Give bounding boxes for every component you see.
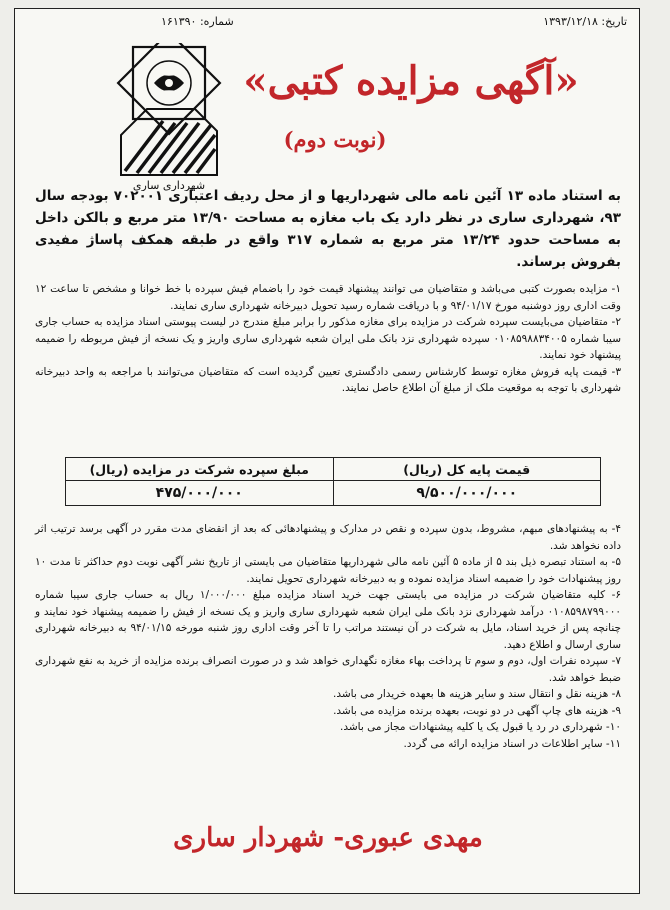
deposit-header: مبلغ سپرده شرکت در مزایده (ریال) bbox=[66, 458, 334, 481]
condition-item: ۸- هزینه نقل و انتقال سند و سایر هزینه ها بعهده خریدار می باشد. bbox=[332, 688, 621, 700]
condition-item: ۴- به پیشنهادهای مبهم، مشروط، بدون سپرده و نقص در مدارک و پیشنهادهائی که بعد از انقضای مدت مقرر در آگهی برسد ترتیب اثر داده نخواهد شد. bbox=[35, 523, 621, 552]
notice-intro: به استناد ماده ۱۳ آئین نامه مالی شهرداریها و از محل ردیف اعتباری ۷۰۲۰۰۱ بودجه سال ۹۳، شهرداری ساری در نظر دارد یک باب مغازه به مساحت ۱۳/۹۰ متر مربع و بالکن داخل به مساحت حدود ۱۳/۲۴ متر مربع به شماره ۳۱۷ واقع در طبقه همکف پاساژ مفیدی بفروش برساند. bbox=[35, 188, 621, 270]
condition-item: ۱۰- شهرداری در رد یا قبول یک یا کلیه پیشنهادات مجاز می باشد. bbox=[340, 721, 621, 733]
conditions-list-part-2 bbox=[35, 521, 621, 752]
condition-item: ۹- هزینه های چاپ آگهی در دو نوبت، بعهده برنده مزایده می باشد. bbox=[333, 704, 621, 717]
condition-item: ۳- قیمت پایه فروش مغازه توسط کارشناس رسمی دادگستری تعیین گردیده است که متقاضیان می‌توانند با مراجعه به واحد دبیرخانه شهرداری با توجه به موقعیت ملک از مبلغ آن اطلاع حاصل نمایند. bbox=[35, 365, 621, 394]
condition-item: ۶- کلیه متقاضیان شرکت در مزایده می بایستی جهت خرید اسناد مزایده مبلغ ۱/۰۰۰/۰۰۰ ریال به حساب جاری سیبا شماره ۰۱۰۸۵۹۸۷۹۹۰۰۰ درآمد شهرداری نزد بانک ملی ایران شعبه شهرداری ساری واریز و یک نسخه از فیش را ضمیمه پیشنهاد خود نمایند و چنانچه پس از خرید اسناد، مایل به شرکت در آن نیستند مراتب را تا آخر وقت اداری روز شنبه مورخه ۹۴/۰۱/۱۵ به دبیرخانه شهرداری ساری ارسال و اطلاع دهید. bbox=[35, 589, 621, 651]
conditions-list-part-1 bbox=[35, 281, 621, 397]
condition-item: ۲- متقاضیان می‌بایست سپرده شرکت در مزایده برای مغازه مذکور را برابر مبلغ مندرج در لیست پیوستی اسناد مزایده به حساب جاری سیبا شماره ۰۱۰۸۵۹۸۸۳۴۰۰۵ سپرده شهرداری نزد بانک ملی ایران شعبه شهرداری ساری واریز و یک نسخه از فیش مربوطه را ضمیمه پیشنهاد خود نمایند. bbox=[35, 316, 621, 361]
notice-date: تاریخ: ۱۳۹۳/۱۲/۱۸ bbox=[543, 15, 627, 28]
condition-item: ۵- به استناد تبصره ذیل بند ۵ از ماده ۵ آئین نامه مالی شهرداریها متقاضیان می بایستی از تاریخ نشر آگهی نوبت دوم حداکثر تا مدت ۱۰ روز پیشنهادات خود را ضمیمه اسناد مزایده نموده و به دبیرخانه شهرداری تحویل نمایند. bbox=[35, 556, 621, 585]
condition-item: ۱۱- سایر اطلاعات در اسناد مزایده ارائه می گردد. bbox=[403, 737, 621, 750]
notice-number: شماره: ۱۶۱۳۹۰ bbox=[161, 15, 234, 28]
price-table bbox=[65, 457, 601, 506]
base-price-value: ۹/۵۰۰/۰۰۰/۰۰۰ bbox=[333, 481, 601, 506]
base-price-header: قیمت پایه کل (ریال) bbox=[333, 458, 601, 481]
notice-title: «آگهی مزایده کتبی» bbox=[243, 58, 579, 104]
condition-item: ۷- سپرده نفرات اول، دوم و سوم تا پرداخت بهاء مغازه نگهداری خواهد شد و در صورت انصراف برنده مزایده از خرید به نفع شهرداری ضبط خواهد شد. bbox=[35, 655, 621, 684]
mayor-signature: مهدی عبوری- شهردار ساری bbox=[173, 823, 483, 853]
condition-item: ۱- مزایده بصورت کتبی می‌باشد و متقاضیان می توانند پیشنهاد قیمت خود را باضمام فیش سپرده با خط خوانا و مشخص تا ساعت ۱۲ وقت اداری روز دوشنبه مورخ ۹۴/۰۱/۱۷ و با دریافت شماره رسید تحویل دبیرخانه شهرداری ساری نمایند. bbox=[35, 283, 621, 312]
deposit-value: ۴۷۵/۰۰۰/۰۰۰ bbox=[66, 481, 334, 506]
price-table-header-row bbox=[66, 458, 601, 481]
svg-text:شهرداری ساری: شهرداری ساری bbox=[132, 179, 206, 191]
notice-page bbox=[14, 8, 640, 894]
price-table-value-row bbox=[66, 481, 601, 506]
notice-subtitle: (نوبت دوم) bbox=[283, 127, 387, 152]
